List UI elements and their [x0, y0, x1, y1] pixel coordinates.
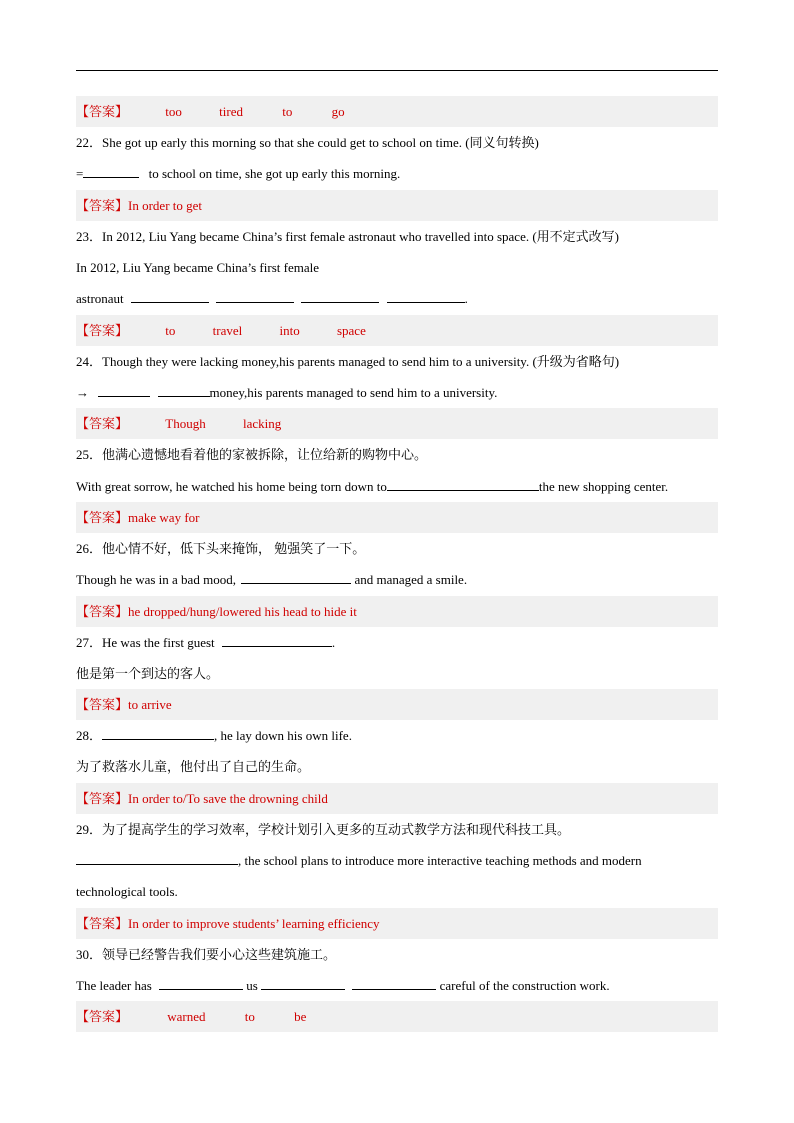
answer-blank: [261, 976, 345, 990]
period: .: [464, 291, 468, 306]
question-text: money,his parents managed to send him to a university.: [209, 385, 498, 400]
question-22-rewrite: [76, 163, 718, 185]
equals-sign: =: [76, 166, 84, 181]
answer-blank: [158, 383, 210, 397]
question-text: 27．He was the first guest: [76, 635, 215, 650]
answer-word: to: [244, 1009, 255, 1024]
answer-tag: 【答案】: [76, 323, 129, 338]
question-30: 30．领导已经警告我们要小心这些建筑施工。: [76, 947, 337, 962]
answer-tag: 【答案】: [76, 697, 129, 712]
answer-blank: [102, 726, 214, 740]
question-27-translation: 他是第一个到达的客人。: [76, 666, 220, 681]
question-23-line3: [76, 288, 718, 310]
answer-21: [76, 96, 718, 127]
answer-blank: [387, 289, 465, 303]
answer-tag: 【答案】: [76, 791, 129, 806]
answer-23: [76, 315, 718, 346]
question-25-line2: [76, 476, 718, 498]
answer-tag: 【答案】: [76, 916, 129, 931]
answer-tag: 【答案】: [76, 104, 129, 119]
answer-word: be: [294, 1009, 307, 1024]
answer-blank: [387, 477, 539, 491]
answer-text: he dropped/hung/lowered his head to hide it: [128, 604, 357, 619]
answer-word: lacking: [242, 416, 282, 431]
answer-blank: [131, 289, 209, 303]
question-text: astronaut: [76, 291, 124, 306]
answer-24: [76, 408, 718, 439]
question-23-line2: In 2012, Liu Yang became China’s first female: [76, 260, 319, 275]
question-text: us: [243, 978, 262, 993]
answer-blank: [76, 851, 238, 865]
question-22: 22．She got up early this morning so that she could get to school on time. (同义句转换): [76, 135, 539, 150]
answer-word: to: [165, 323, 176, 338]
question-26: 26．他心情不好，低下头来掩饰， 勉强笑了一下。: [76, 541, 366, 556]
period: .: [331, 635, 336, 650]
answer-word: tired: [219, 104, 243, 119]
answer-word: Though: [165, 416, 206, 431]
answer-26: [76, 596, 718, 627]
answer-blank: [98, 383, 150, 397]
answer-word: travel: [212, 323, 243, 338]
answer-tag: 【答案】: [76, 416, 129, 431]
question-29-line2: [76, 850, 718, 872]
answer-tag: 【答案】: [76, 198, 129, 213]
question-27: [76, 632, 718, 654]
answer-blank: [352, 976, 436, 990]
question-30-line2: [76, 975, 718, 997]
question-29-line3: technological tools.: [76, 884, 178, 899]
answer-30: [76, 1001, 718, 1032]
question-23: 23．In 2012, Liu Yang became China’s first female astronaut who travelled into space. (用不定式改写): [76, 229, 619, 244]
answer-text: to arrive: [128, 697, 172, 712]
answer-text: make way for: [128, 510, 200, 525]
answer-blank: [241, 570, 351, 584]
question-25: 25．他满心遗憾地看着他的家被拆除，让位给新的购物中心。: [76, 447, 428, 462]
answer-blank: [216, 289, 294, 303]
question-24: 24．Though they were lacking money,his parents managed to send him to a university. (升级为省略句): [76, 354, 620, 369]
question-26-line2: [76, 569, 718, 591]
answer-word: into: [279, 323, 300, 338]
answer-tag: 【答案】: [76, 604, 129, 619]
answer-text: In order to get: [128, 198, 203, 213]
answer-22: [76, 190, 718, 221]
question-text: and managed a smile.: [351, 572, 468, 587]
header-rule: [76, 70, 718, 71]
answer-blank: [222, 633, 332, 647]
answer-word: go: [331, 104, 345, 119]
answer-text: In order to/To save the drowning child: [128, 791, 328, 806]
answer-word: space: [336, 323, 366, 338]
question-text: The leader has: [76, 978, 152, 993]
question-text: , he lay down his own life.: [214, 728, 352, 743]
question-28-translation: 为了救落水儿童，他付出了自己的生命。: [76, 759, 311, 774]
answer-text: In order to improve students’ learning efficiency: [128, 916, 380, 931]
answer-tag: 【答案】: [76, 1009, 129, 1024]
answer-blank: [301, 289, 379, 303]
answer-tag: 【答案】: [76, 510, 129, 525]
question-text: With great sorrow, he watched his home being torn down to: [76, 479, 387, 494]
question-text: , the school plans to introduce more interactive teaching methods and modern: [238, 853, 642, 868]
answer-25: [76, 502, 718, 533]
answer-27: [76, 689, 718, 720]
question-text: the new shopping center.: [538, 479, 669, 494]
answer-word: too: [165, 104, 182, 119]
answer-word: to: [282, 104, 293, 119]
arrow-icon: →: [76, 385, 89, 400]
question-number: 28．: [76, 728, 103, 743]
answer-blank: [159, 976, 243, 990]
answer-blank: [83, 164, 139, 178]
question-29: 29．为了提高学生的学习效率，学校计划引入更多的互动式教学方法和现代科技工具。: [76, 822, 571, 837]
answer-28: [76, 783, 718, 814]
answer-29: [76, 908, 718, 939]
question-text: Though he was in a bad mood,: [76, 572, 236, 587]
question-text: to school on time, she got up early this morning.: [145, 166, 401, 181]
question-24-rewrite: [76, 382, 718, 404]
question-28: [76, 725, 718, 747]
answer-word: warned: [167, 1009, 206, 1024]
question-text: careful of the construction work.: [436, 978, 610, 993]
